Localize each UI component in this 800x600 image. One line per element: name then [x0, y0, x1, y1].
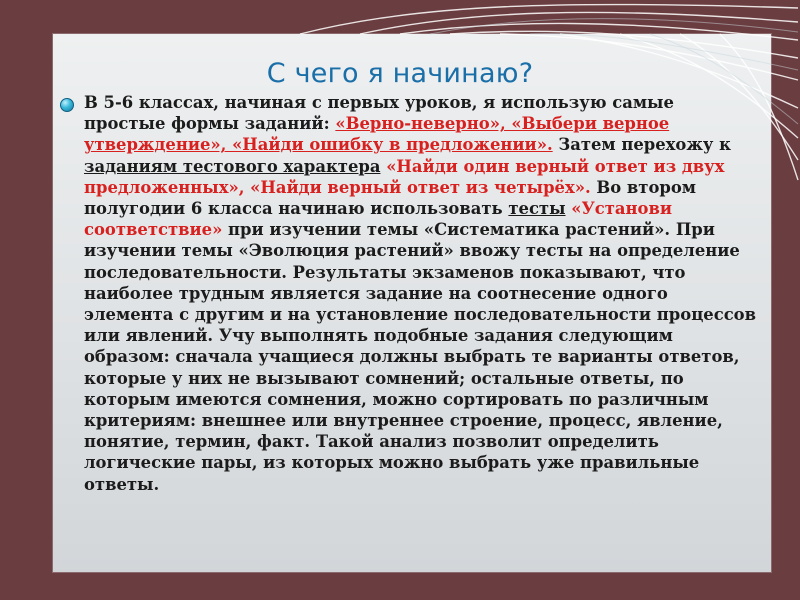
text-segment: «Верно-неверно», «Выбери верное утверждение», «Найди ошибку в предложении». [84, 114, 670, 155]
text-segment: тесты [508, 199, 566, 219]
text-segment: заданиям тестового характера [84, 156, 381, 176]
text-segment: Во втором полугодии 6 класса начинаю использовать [84, 177, 697, 219]
text-segment: Затем перехожу к [552, 135, 731, 155]
text-segment: «Установи соответствие» [84, 199, 673, 240]
body-paragraph [84, 92, 756, 495]
text-segment: В 5-6 классах, начиная с первых уроков, я использую самые простые формы заданий: [84, 93, 674, 134]
slide-title: С чего я начинаю? [266, 58, 534, 89]
slide-body [66, 92, 756, 495]
text-segment: «Найди один верный ответ из двух предложенных», «Найди верный ответ из четырёх». [84, 156, 725, 197]
text-segment: при изучении темы «Систематика растений». При изучении темы «Эволюция растений» ввожу тесты на определение последовательности. Результаты экзаменов показывают, что наиболее трудным является задание на соотнесение одного элемента с другим и на установление последовательности процессов или явлений. Учу выполнять подобные задания следующим образом: сначала учащиеся должны выбрать те варианты ответов, которые у них не вызывают сомнений; остальные ответы, по которым имеются сомнения, можно сортировать по различным критериям: внешнее или внутреннее строение, процесс, явление, понятие, термин, факт. Такой анализ позволит определить логические пары, из которых можно выбрать уже правильные ответы. [84, 220, 757, 494]
round-bullet-icon [60, 98, 74, 112]
